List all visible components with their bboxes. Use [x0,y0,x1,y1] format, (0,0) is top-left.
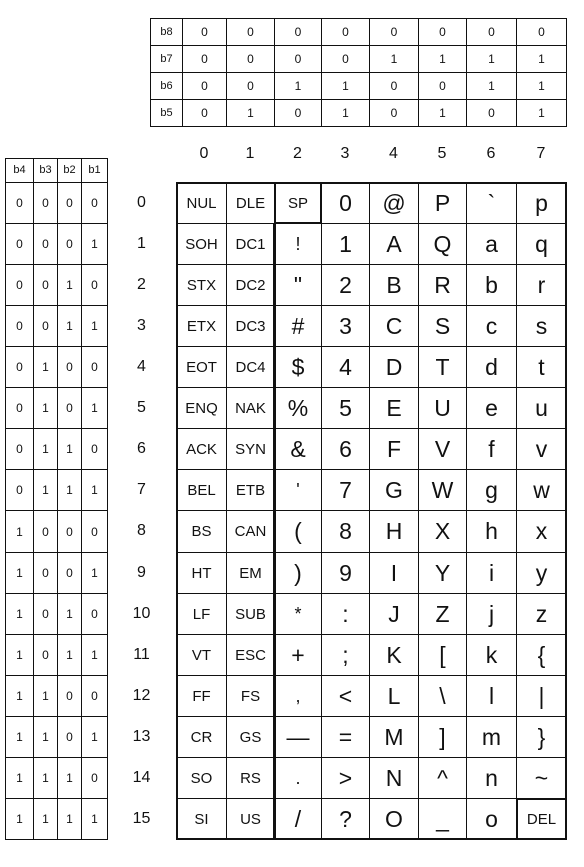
row-bit-label: b3 [33,158,58,183]
row-bit-cell: 1 [5,675,34,717]
character-cell: D [369,346,419,388]
column-number: 6 [486,145,496,162]
character-cell: I [369,552,419,594]
character-cell: ^ [418,757,467,799]
control-code-cell: VT [176,634,227,676]
row-bit-cell: 0 [81,346,108,388]
row-bit-cell: 1 [5,757,34,799]
character-cell: y [516,552,567,594]
column-bit-cell: 1 [516,45,567,73]
row-number: 7 [137,480,146,498]
character-cell: 6 [321,428,370,470]
column-number: 3 [340,145,350,162]
character-cell: Y [418,552,467,594]
character-cell: ; [321,634,370,676]
column-bit-cell: 1 [418,45,467,73]
control-code-cell: RS [226,757,275,799]
character-cell: N [369,757,419,799]
row-bit-cell: 1 [57,264,82,306]
character-cell: < [321,675,370,717]
row-bit-cell: 1 [81,552,108,594]
column-bit-cell: 1 [226,99,275,127]
character-cell: > [321,757,370,799]
character-cell: Z [418,593,467,635]
character-cell: L [369,675,419,717]
control-code-cell: DC4 [226,346,275,388]
row-bit-cell: 1 [81,716,108,758]
character-cell: t [516,346,567,388]
row-bit-cell: 0 [57,387,82,429]
row-bit-cell: 0 [5,264,34,306]
character-cell: k [466,634,517,676]
row-bit-cell: 0 [5,428,34,470]
character-cell: V [418,428,467,470]
character-cell: % [274,387,322,429]
row-number: 11 [133,645,150,663]
row-bit-cell: 0 [57,346,82,388]
column-number: 1 [245,145,255,162]
character-cell: \ [418,675,467,717]
column-bit-cell: 1 [369,45,419,73]
row-bit-cell: 0 [5,469,34,511]
column-bit-cell: 1 [466,72,517,100]
row-number: 10 [132,604,151,622]
character-cell: f [466,428,517,470]
row-bit-cell: 0 [81,675,108,717]
character-cell: m [466,716,517,758]
row-bit-cell: 1 [81,469,108,511]
column-bit-cell: 0 [226,72,275,100]
control-code-cell: ACK [176,428,227,470]
control-code-cell: ETB [226,469,275,511]
character-cell: # [274,305,322,347]
character-cell: H [369,510,419,553]
row-bit-cell: 0 [33,305,58,347]
row-bit-cell: 0 [81,757,108,799]
character-cell: b [466,264,517,306]
column-number: 4 [389,145,398,162]
row-bit-cell: 1 [57,428,82,470]
character-cell: c [466,305,517,347]
control-code-cell: HT [176,552,227,594]
control-code-cell: GS [226,716,275,758]
column-number: 5 [437,145,447,162]
column-bit-cell: 1 [274,72,322,100]
column-bit-cell: 0 [369,18,419,46]
row-number: 13 [132,727,151,745]
row-bit-cell: 0 [33,593,58,635]
row-bit-cell: 1 [81,305,108,347]
character-cell: e [466,387,517,429]
row-bit-cell: 1 [81,798,108,840]
control-code-cell: CR [176,716,227,758]
row-number: 14 [132,768,151,786]
row-number: 6 [137,439,146,457]
row-bit-cell: 0 [5,223,34,265]
character-cell: M [369,716,419,758]
row-number: 15 [132,809,151,827]
row-number: 5 [137,398,146,416]
row-bit-cell: 0 [33,182,58,224]
row-number: 4 [137,357,146,375]
row-number: 8 [137,522,146,539]
character-cell: / [274,798,322,840]
character-cell: = [321,716,370,758]
character-cell: p [516,182,567,224]
character-cell: x [516,510,567,553]
column-bit-cell: 0 [321,45,370,73]
row-bit-cell: 1 [5,634,34,676]
character-cell: i [466,552,517,594]
character-cell: $ [274,346,322,388]
character-cell: d [466,346,517,388]
row-bit-cell: 1 [57,305,82,347]
row-bit-cell: 0 [81,593,108,635]
row-bit-cell: 0 [57,675,82,717]
row-bit-cell: 1 [33,346,58,388]
character-cell: " [274,264,322,306]
row-bit-cell: 1 [5,593,34,635]
character-cell: ` [466,182,517,224]
column-bit-cell: 0 [274,45,322,73]
row-bit-cell: 1 [33,469,58,511]
character-cell: 4 [321,346,370,388]
row-bit-label: b1 [81,158,108,183]
control-code-cell: SI [176,798,227,840]
character-cell: a [466,223,517,265]
row-bit-cell: 1 [33,798,58,840]
character-cell: ( [274,510,322,553]
character-cell: O [369,798,419,840]
column-bit-cell: 0 [418,18,467,46]
control-code-cell: SP [274,182,322,224]
control-code-cell: BEL [176,469,227,511]
character-cell: T [418,346,467,388]
character-cell: w [516,469,567,511]
column-bit-cell: 0 [274,18,322,46]
row-bit-cell: 0 [5,305,34,347]
column-bit-cell: 1 [466,45,517,73]
row-bit-cell: 1 [57,757,82,799]
character-cell: ] [418,716,467,758]
control-code-cell: US [226,798,275,840]
column-bit-label: b8 [150,18,183,46]
column-bit-cell: 0 [466,18,517,46]
row-bit-cell: 1 [57,798,82,840]
character-cell: z [516,593,567,635]
row-bit-cell: 1 [81,387,108,429]
character-cell: A [369,223,419,265]
control-code-cell: BS [176,510,227,553]
character-cell: F [369,428,419,470]
row-bit-cell: 0 [81,510,108,553]
column-bit-cell: 0 [274,99,322,127]
row-bit-cell: 0 [33,223,58,265]
character-cell: ) [274,552,322,594]
character-cell: K [369,634,419,676]
control-code-cell: DLE [226,182,275,224]
column-number: 0 [199,145,209,162]
character-cell: R [418,264,467,306]
character-cell: 1 [321,223,370,265]
column-bit-label: b6 [150,72,183,100]
row-bit-cell: 1 [33,757,58,799]
column-number: 2 [293,145,302,162]
row-bit-cell: 0 [5,346,34,388]
row-bit-cell: 0 [33,510,58,553]
column-bit-cell: 1 [321,72,370,100]
row-bit-label: b2 [57,158,82,183]
row-bit-label: b4 [5,158,34,183]
character-cell: W [418,469,467,511]
column-bit-cell: 0 [418,72,467,100]
character-cell: 3 [321,305,370,347]
column-bit-cell: 0 [182,99,227,127]
character-cell: G [369,469,419,511]
control-code-cell: SOH [176,223,227,265]
row-bit-cell: 0 [57,223,82,265]
column-bit-cell: 0 [182,72,227,100]
row-bit-cell: 1 [5,716,34,758]
row-bit-cell: 0 [57,552,82,594]
character-cell: ! [274,223,322,265]
row-bit-cell: 0 [33,634,58,676]
row-bit-cell: 1 [33,428,58,470]
character-cell: l [466,675,517,717]
character-cell: q [516,223,567,265]
control-code-cell: EOT [176,346,227,388]
row-bit-cell: 0 [33,552,58,594]
row-number: 3 [137,316,146,334]
column-bit-cell: 1 [418,99,467,127]
control-code-cell: NAK [226,387,275,429]
row-bit-cell: 0 [57,510,82,553]
row-bit-cell: 0 [5,182,34,224]
control-code-cell: LF [176,593,227,635]
character-cell: P [418,182,467,224]
character-cell: 8 [321,510,370,553]
column-bit-cell: 1 [516,99,567,127]
character-cell: 5 [321,387,370,429]
control-code-cell: SO [176,757,227,799]
character-cell: 9 [321,552,370,594]
character-cell: Q [418,223,467,265]
character-cell: v [516,428,567,470]
row-bit-cell: 1 [5,510,34,553]
row-bit-cell: 0 [57,182,82,224]
row-bit-cell: 1 [57,469,82,511]
row-bit-cell: 1 [33,675,58,717]
character-cell: * [274,593,322,635]
character-cell: _ [418,798,467,840]
column-bit-cell: 0 [321,18,370,46]
column-bit-cell: 1 [321,99,370,127]
character-cell: 0 [321,182,370,224]
row-bit-cell: 1 [33,716,58,758]
row-number: 0 [137,193,146,211]
character-cell: u [516,387,567,429]
control-code-cell: STX [176,264,227,306]
row-bit-cell: 1 [5,552,34,594]
row-bit-cell: 0 [33,264,58,306]
control-code-cell: CAN [226,510,275,553]
character-cell: S [418,305,467,347]
control-code-cell: DC3 [226,305,275,347]
character-cell: j [466,593,517,635]
row-bit-cell: 1 [5,798,34,840]
character-cell: h [466,510,517,553]
character-cell: + [274,634,322,676]
character-cell: | [516,675,567,717]
column-bit-cell: 0 [226,45,275,73]
row-bit-cell: 1 [57,634,82,676]
character-cell: { [516,634,567,676]
character-cell: 7 [321,469,370,511]
character-cell: [ [418,634,467,676]
control-code-cell: ETX [176,305,227,347]
control-code-cell: FF [176,675,227,717]
column-bit-cell: 0 [516,18,567,46]
character-cell: C [369,305,419,347]
character-cell: s [516,305,567,347]
row-number: 1 [137,234,146,252]
column-bit-cell: 0 [369,99,419,127]
control-code-cell: DEL [516,798,567,840]
row-bit-cell: 1 [81,634,108,676]
control-code-cell: ESC [226,634,275,676]
character-cell: J [369,593,419,635]
character-cell: o [466,798,517,840]
character-cell: : [321,593,370,635]
character-cell: . [274,757,322,799]
column-bit-cell: 0 [226,18,275,46]
column-bit-label: b5 [150,99,183,127]
control-code-cell: NUL [176,182,227,224]
character-cell: E [369,387,419,429]
row-bit-cell: 1 [57,593,82,635]
row-bit-cell: 0 [5,387,34,429]
row-bit-cell: 1 [33,387,58,429]
character-cell: & [274,428,322,470]
character-cell: ~ [516,757,567,799]
column-bit-cell: 0 [466,99,517,127]
column-bit-cell: 0 [369,72,419,100]
character-cell: , [274,675,322,717]
control-code-cell: ENQ [176,387,227,429]
column-number: 7 [536,145,546,162]
character-cell: — [274,716,322,758]
row-bit-cell: 0 [81,182,108,224]
row-bit-cell: 0 [81,264,108,306]
row-number: 12 [132,686,151,704]
character-cell: r [516,264,567,306]
character-cell: B [369,264,419,306]
row-number: 9 [137,563,146,581]
character-cell: @ [369,182,419,224]
column-bit-cell: 0 [182,45,227,73]
control-code-cell: EM [226,552,275,594]
control-code-cell: DC2 [226,264,275,306]
column-bit-label: b7 [150,45,183,73]
control-code-cell: SYN [226,428,275,470]
row-bit-cell: 0 [57,716,82,758]
control-code-cell: SUB [226,593,275,635]
character-cell: ' [274,469,322,511]
control-code-cell: DC1 [226,223,275,265]
character-cell: 2 [321,264,370,306]
character-cell: g [466,469,517,511]
control-code-cell: FS [226,675,275,717]
column-bit-cell: 0 [182,18,227,46]
character-cell: n [466,757,517,799]
character-cell: ? [321,798,370,840]
column-bit-cell: 1 [516,72,567,100]
character-cell: } [516,716,567,758]
row-bit-cell: 0 [81,428,108,470]
character-cell: X [418,510,467,553]
row-bit-cell: 1 [81,223,108,265]
row-number: 2 [137,275,146,293]
character-cell: U [418,387,467,429]
